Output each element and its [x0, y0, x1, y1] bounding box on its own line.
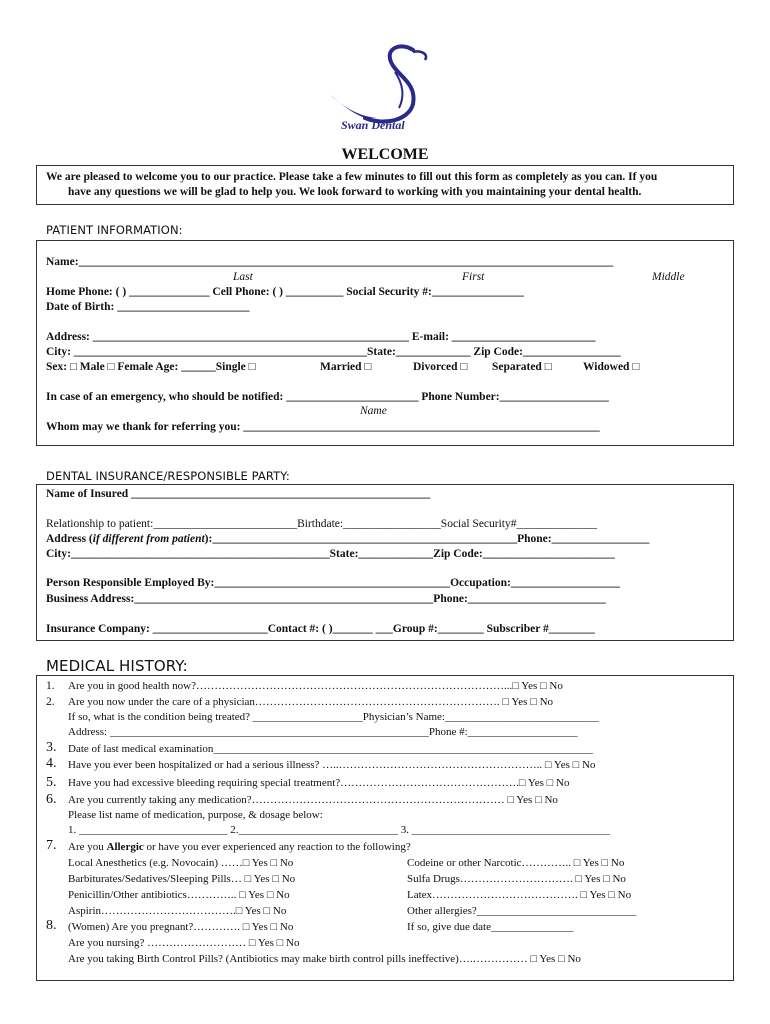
label-first: First	[462, 271, 485, 283]
q2-condition-field[interactable]: If so, what is the condition being treated? ____________________Physician’s Name:____________________________	[68, 711, 599, 723]
emergency-contact-field[interactable]: In case of an emergency, who should be notified: _______________________ Phone Number:___________________	[46, 391, 609, 403]
q4-number: 4.	[46, 756, 57, 771]
address-italic: if different from patient	[92, 533, 205, 545]
q7-post: or have you ever experienced any reaction to the following?	[143, 841, 411, 853]
q2-physician-care[interactable]: Are you now under the care of a physician…………………………………………………………. □ Yes □ No	[68, 696, 554, 708]
allergy-other-field[interactable]: Other allergies?_____________________________	[407, 905, 637, 917]
q8-pregnant[interactable]: (Women) Are you pregnant?…………. □ Yes □ No	[68, 921, 294, 933]
q2-number: 2.	[46, 696, 55, 708]
patient-dob-field[interactable]: Date of Birth: _______________________	[46, 301, 250, 313]
q7-pre: Are you	[68, 841, 107, 853]
married-checkbox[interactable]: Married □	[320, 361, 372, 373]
patient-section-title: PATIENT INFORMATION:	[46, 223, 183, 237]
widowed-checkbox[interactable]: Widowed □	[583, 361, 640, 373]
label-middle: Middle	[652, 271, 685, 283]
q3-last-exam-field[interactable]: Date of last medical examination_____________________________________________________________________	[68, 743, 593, 755]
patient-sex-age-single[interactable]: Sex: □ Male □ Female Age: ______Single □	[46, 361, 256, 373]
patient-name-field[interactable]: Name:_____________________________________________________________________________________________	[46, 256, 614, 268]
q4-hospitalized[interactable]: Have you ever been hospitalized or had a serious illness? …..……………………………………………….. □ Yes □ No	[68, 759, 596, 771]
welcome-text-2: have any questions we will be glad to help you. We look forward to working with you maintaining your dental health.	[68, 186, 642, 198]
q6-number: 6.	[46, 792, 57, 807]
q6-medication-list[interactable]: 1. ___________________________ 2._____________________________ 3. ____________________________________	[68, 824, 610, 836]
q8-birth-control[interactable]: Are you taking Birth Control Pills? (Antibiotics may make birth control pills ineffective)….…………… □ Yes □ No	[68, 953, 581, 965]
insurance-company-field[interactable]: Insurance Company: ____________________Contact #: ( )_______ ___Group #:________ Subscriber #________	[46, 623, 595, 635]
allergy-sulfa[interactable]: Sulfa Drugs…………………………. □ Yes □ No	[407, 873, 626, 885]
q8-nursing[interactable]: Are you nursing? ……………………… □ Yes □ No	[68, 937, 300, 949]
insurance-box	[36, 484, 734, 641]
allergy-latex[interactable]: Latex…………………………………. □ Yes □ No	[407, 889, 632, 901]
allergy-penicillin[interactable]: Penicillin/Other antibiotics………….. □ Yes □ No	[68, 889, 290, 901]
q2-address-field[interactable]: Address: __________________________________________________________Phone #:____________________	[68, 726, 578, 738]
q7-allergy-question	[68, 841, 411, 853]
q7-number: 7.	[46, 838, 57, 853]
welcome-text-1: We are pleased to welcome you to our practice. Please take a few minutes to fill out this form as completely as you can. If you	[46, 171, 658, 183]
welcome-title: WELCOME	[341, 146, 429, 163]
allergy-local-anesthetics[interactable]: Local Anesthetics (e.g. Novocain) ……□ Yes □ No	[68, 857, 294, 869]
patient-address-field[interactable]: Address: _______________________________________________________ E-mail: _________________________	[46, 331, 596, 343]
medical-section-title: MEDICAL HISTORY:	[46, 657, 188, 675]
separated-checkbox[interactable]: Separated □	[492, 361, 552, 373]
referral-field[interactable]: Whom may we thank for referring you: ______________________________________________________________	[46, 421, 600, 433]
patient-phone-field[interactable]: Home Phone: ( ) ______________ Cell Phone: ( ) __________ Social Security #:________________	[46, 286, 524, 298]
insurance-section-title: DENTAL INSURANCE/RESPONSIBLE PARTY:	[46, 469, 290, 483]
allergy-codeine[interactable]: Codeine or other Narcotic………….. □ Yes □ No	[407, 857, 625, 869]
q6-instructions: Please list name of medication, purpose, & dosage below:	[68, 809, 323, 821]
allergy-aspirin[interactable]: Aspirin……………………………….□ Yes □ No	[68, 905, 287, 917]
q1-good-health[interactable]: Are you in good health now?…………………………………………………………………………...□ Yes □ No	[68, 680, 563, 692]
divorced-checkbox[interactable]: Divorced □	[413, 361, 468, 373]
q7-allergic: Allergic	[106, 841, 144, 853]
patient-city-field[interactable]: City: ___________________________________________________State:_____________ Zip Code:_________________	[46, 346, 621, 358]
q6-medication[interactable]: Are you currently taking any medication?…………………………………………………………… □ Yes □ No	[68, 794, 558, 806]
label-name: Name	[360, 405, 387, 417]
q8-due-date-field[interactable]: If so, give due date_______________	[407, 921, 574, 933]
relationship-field[interactable]: Relationship to patient:_________________________Birthdate:_________________Social Security#______________	[46, 518, 598, 530]
q8-number: 8.	[46, 918, 57, 933]
label-last: Last	[233, 271, 253, 283]
insurance-city-field[interactable]: City:_____________________________________________State:_____________Zip Code:_______________________	[46, 548, 615, 560]
q3-number: 3.	[46, 740, 57, 755]
address-suffix: ):_____________________________________________________Phone:_________________	[204, 533, 650, 545]
q5-bleeding[interactable]: Have you had excessive bleeding requiring special treatment?………………………………………….□ Yes □ No	[68, 777, 570, 789]
q5-number: 5.	[46, 775, 57, 790]
insurance-address-field[interactable]	[46, 533, 649, 545]
address-prefix: Address (	[46, 533, 93, 545]
allergy-barbiturates[interactable]: Barbiturates/Sedatives/Sleeping Pills… □ Yes □ No	[68, 873, 296, 885]
employer-field[interactable]: Person Responsible Employed By:_________________________________________Occupation:___________________	[46, 577, 621, 589]
insured-name-field[interactable]: Name of Insured ____________________________________________________	[46, 488, 431, 500]
q1-number: 1.	[46, 680, 55, 692]
business-address-field[interactable]: Business Address:____________________________________________________Phone:________________________	[46, 593, 606, 605]
logo-text: Swan Dental	[341, 118, 405, 132]
